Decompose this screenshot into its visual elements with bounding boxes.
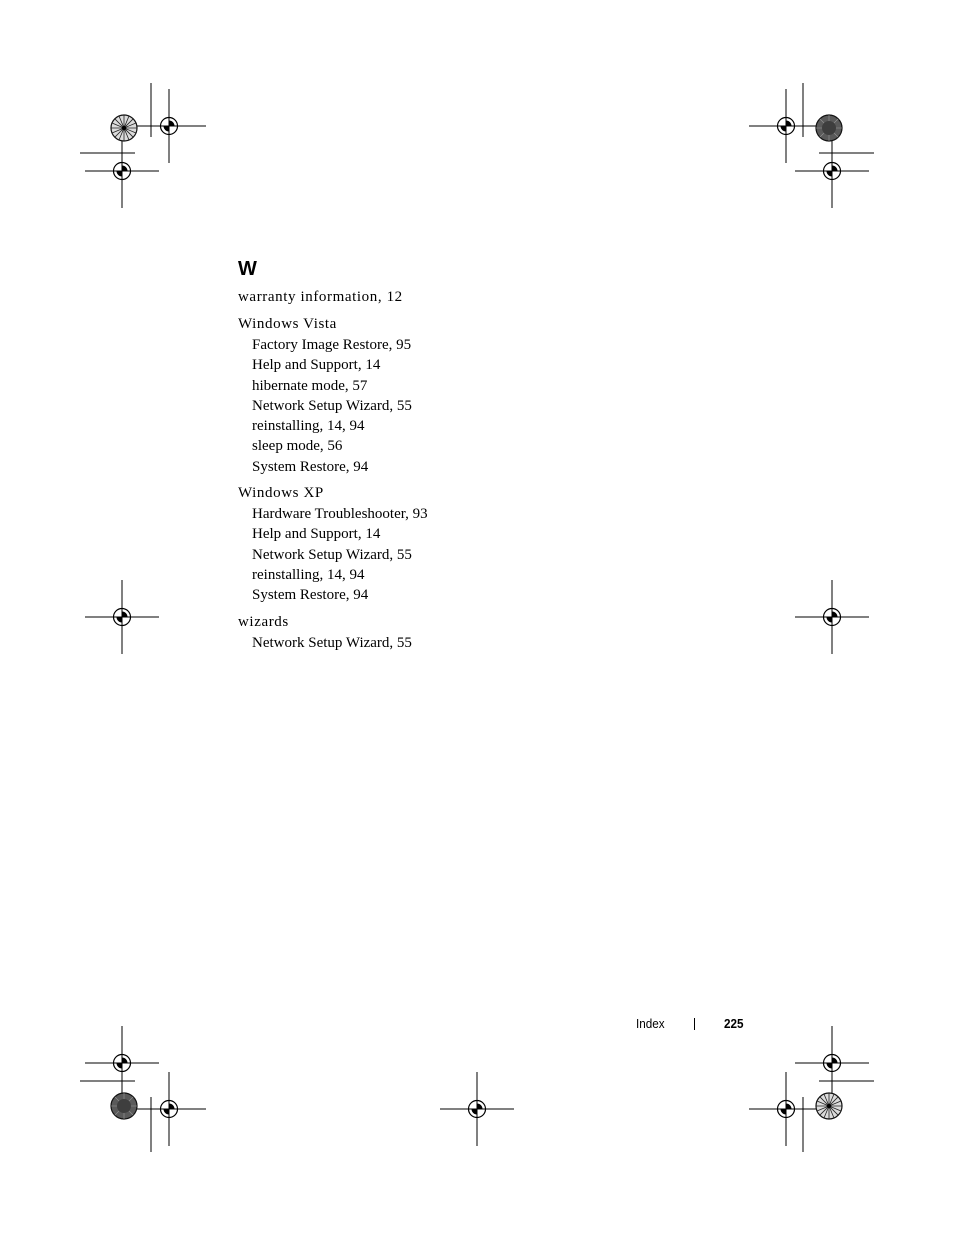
index-subentry: sleep mode, 56 bbox=[252, 438, 343, 455]
index-subentry: Network Setup Wizard, 55 bbox=[252, 397, 412, 414]
index-entry bbox=[238, 612, 428, 653]
index-subentry: reinstalling, 14, 94 bbox=[252, 418, 365, 435]
index-subentry: Help and Support, 14 bbox=[252, 526, 381, 543]
index-subentry: hibernate mode, 57 bbox=[252, 377, 368, 394]
index-term: wizards bbox=[238, 613, 289, 630]
index-subentry: Network Setup Wizard, 55 bbox=[252, 546, 412, 563]
footer-section-label: Index bbox=[636, 1016, 665, 1031]
subentry-list bbox=[238, 633, 428, 653]
index-term: Windows Vista bbox=[238, 316, 337, 332]
index-subentry: Help and Support, 14 bbox=[252, 357, 381, 374]
index-entry bbox=[238, 287, 428, 308]
index-term: warranty information, 12 bbox=[238, 289, 403, 305]
index-subentry: System Restore, 94 bbox=[252, 458, 369, 475]
index-subentry: Hardware Troubleshooter, 93 bbox=[252, 506, 428, 523]
index-subentry: Factory Image Restore, 95 bbox=[252, 337, 412, 353]
page-number: 225 bbox=[724, 1016, 744, 1031]
index-list bbox=[238, 287, 428, 659]
index-subentry: System Restore, 94 bbox=[252, 587, 369, 604]
subentry-list bbox=[238, 504, 428, 605]
index-term: Windows XP bbox=[238, 485, 324, 502]
index-entry bbox=[238, 483, 428, 605]
index-subentry: Network Setup Wizard, 55 bbox=[252, 634, 412, 651]
index-entry bbox=[238, 314, 428, 477]
footer-separator bbox=[694, 1018, 695, 1030]
index-subentry: reinstalling, 14, 94 bbox=[252, 566, 365, 583]
subentry-list bbox=[238, 335, 428, 477]
section-letter: W bbox=[238, 258, 257, 280]
